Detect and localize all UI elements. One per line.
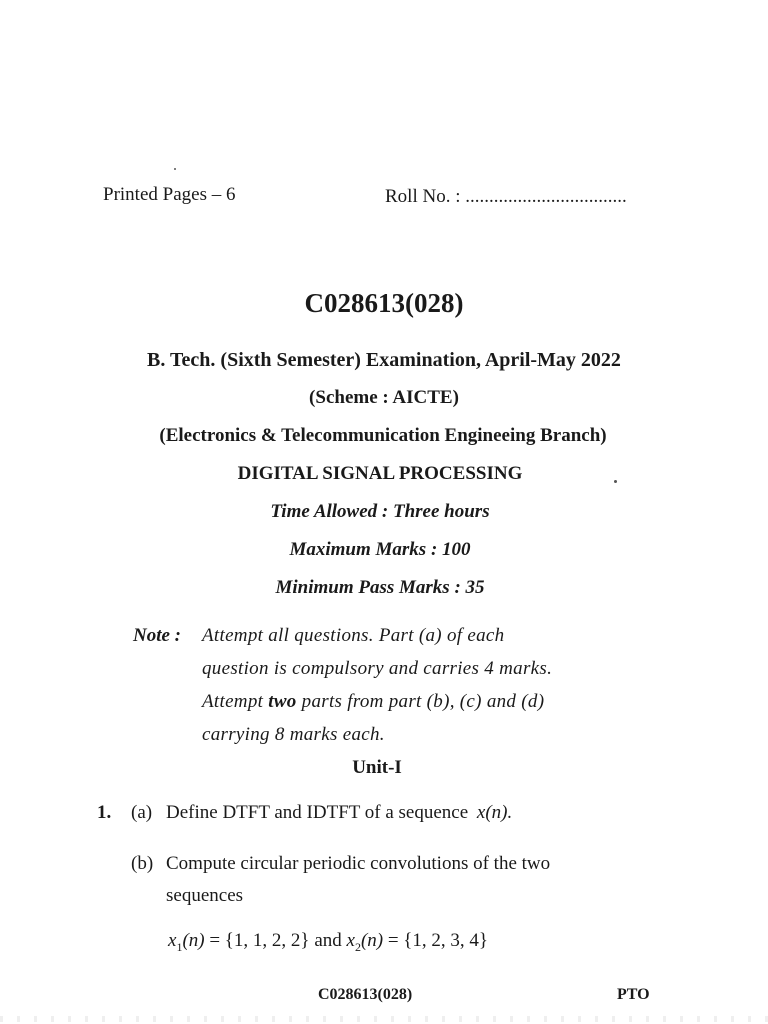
max-marks: Maximum Marks : 100: [289, 539, 471, 560]
note-emphasis-two: two: [268, 691, 297, 712]
paper-code: C028613(028): [304, 288, 464, 318]
branch: (Electronics & Telecommunication Engineeing Branch): [159, 425, 607, 446]
x1-subscript: 1: [176, 939, 183, 954]
scheme: (Scheme : AICTE): [309, 387, 459, 408]
footer-code: C028613(028): [318, 986, 413, 1003]
note-line-4: carrying 8 marks each.: [202, 724, 385, 745]
footer-pto: PTO: [617, 986, 650, 1003]
sequence-equation: [168, 930, 488, 955]
x2-set: = {1, 2, 3, 4}: [387, 930, 489, 951]
part-a-text: [166, 802, 512, 824]
roll-no: Roll No. : ..................................: [385, 186, 627, 207]
subject: DIGITAL SIGNAL PROCESSING: [237, 463, 523, 484]
note-line-2: question is compulsory and carries 4 marks.: [202, 658, 553, 679]
x1-argument: (n): [182, 930, 205, 951]
scan-speck: [174, 168, 176, 170]
x1-symbol: x: [168, 930, 177, 951]
x1-set: = {1, 1, 2, 2}: [209, 930, 310, 951]
note-line-3: [202, 691, 544, 713]
note-line-3-post: parts from part (b), (c) and (d): [296, 691, 545, 712]
part-a-expression: x(n).: [476, 802, 513, 823]
and-word: and: [314, 930, 342, 951]
note-line-1: Attempt all questions. Part (a) of each: [202, 625, 505, 646]
part-a-label: (a): [131, 802, 153, 823]
exam-title: B. Tech. (Sixth Semester) Examination, April-May 2022: [147, 349, 621, 371]
x2-symbol: x: [346, 930, 355, 951]
x2-subscript: 2: [354, 939, 361, 954]
question-number: 1.: [97, 802, 112, 823]
note-line-3-pre: Attempt: [202, 691, 269, 712]
part-b-line-1: Compute circular periodic convolutions of the two: [166, 853, 551, 874]
printed-pages: Printed Pages – 6: [103, 184, 236, 205]
note-label: Note :: [133, 625, 182, 646]
part-b-label: (b): [131, 853, 154, 874]
part-b-line-2: sequences: [166, 885, 244, 906]
min-pass-marks: Minimum Pass Marks : 35: [275, 577, 485, 598]
x2-argument: (n): [360, 930, 384, 951]
scan-noise: [0, 1016, 768, 1022]
unit-heading: Unit-I: [352, 757, 402, 778]
time-allowed: Time Allowed : Three hours: [270, 501, 490, 522]
part-a-question: Define DTFT and IDTFT of a sequence: [166, 802, 469, 823]
